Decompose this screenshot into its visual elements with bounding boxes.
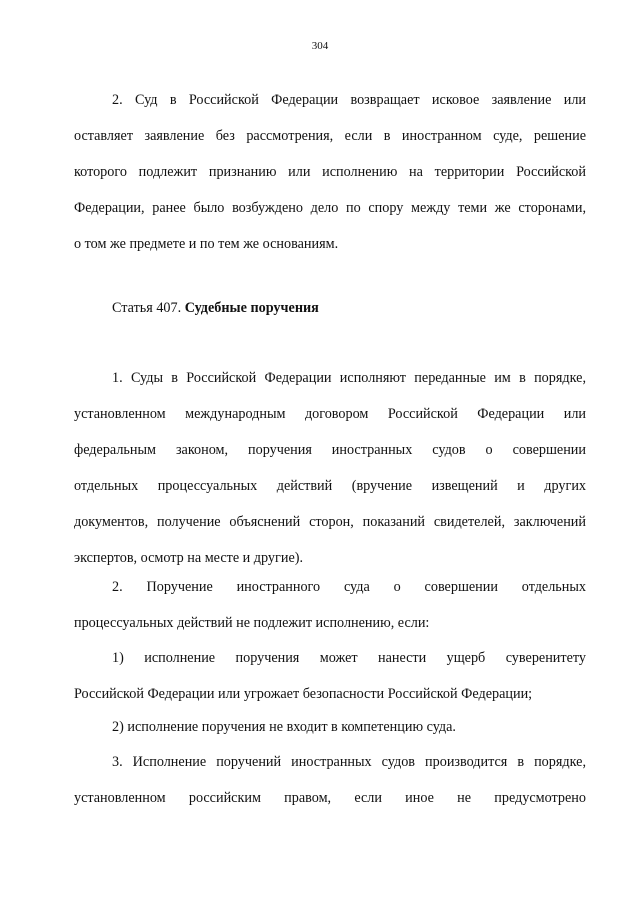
- article-number: Статья 407.: [112, 300, 182, 316]
- paragraph-line: оставляет заявление без рассмотрения, если в иностранном суде, решение: [74, 128, 586, 144]
- page-number: 304: [311, 40, 329, 52]
- paragraph-line: 1) исполнение поручения может нанести ущерб суверенитету: [112, 650, 586, 666]
- paragraph-6: [74, 751, 586, 823]
- paragraph-2: [74, 367, 586, 583]
- paragraph-line: федеральным законом, поручения иностранных судов о совершении: [74, 442, 586, 458]
- paragraph-line: Российской Федерации или угрожает безопасности Российской Федерации;: [74, 686, 533, 702]
- paragraph-4: [74, 647, 586, 719]
- paragraph-line: 2. Поручение иностранного суда о совершении отдельных: [112, 579, 586, 595]
- paragraph-line: процессуальных действий не подлежит исполнению, если:: [74, 615, 430, 631]
- paragraph-line: 2. Суд в Российской Федерации возвращает исковое заявление или: [112, 92, 586, 108]
- paragraph-line: 2) исполнение поручения не входит в компетенцию суда.: [112, 719, 456, 735]
- paragraph-line: экспертов, осмотр на месте и другие).: [74, 550, 304, 566]
- paragraph-line: о том же предмете и по тем же основаниям.: [74, 236, 339, 252]
- paragraph-line: отдельных процессуальных действий (вручение извещений и других: [74, 478, 586, 494]
- paragraph-line: установленном международным договором Российской Федерации или: [74, 406, 586, 422]
- paragraph-line: 1. Суды в Российской Федерации исполняют переданные им в порядке,: [112, 370, 586, 386]
- paragraph-line: которого подлежит признанию или исполнению на территории Российской: [74, 164, 586, 180]
- paragraph-5: [74, 716, 586, 752]
- paragraph-line: установленном российским правом, если иное не предусмотрено: [74, 790, 586, 806]
- paragraph-line: Федерации, ранее было возбуждено дело по спору между теми же сторонами,: [74, 200, 586, 216]
- paragraph-1: [74, 89, 586, 269]
- paragraph-line: 3. Исполнение поручений иностранных судов производится в порядке,: [112, 754, 586, 770]
- paragraph-line: документов, получение объяснений сторон, показаний свидетелей, заключений: [74, 514, 586, 530]
- paragraph-3: [74, 576, 586, 648]
- article-heading: [112, 297, 319, 319]
- article-title: Судебные поручения: [184, 300, 319, 316]
